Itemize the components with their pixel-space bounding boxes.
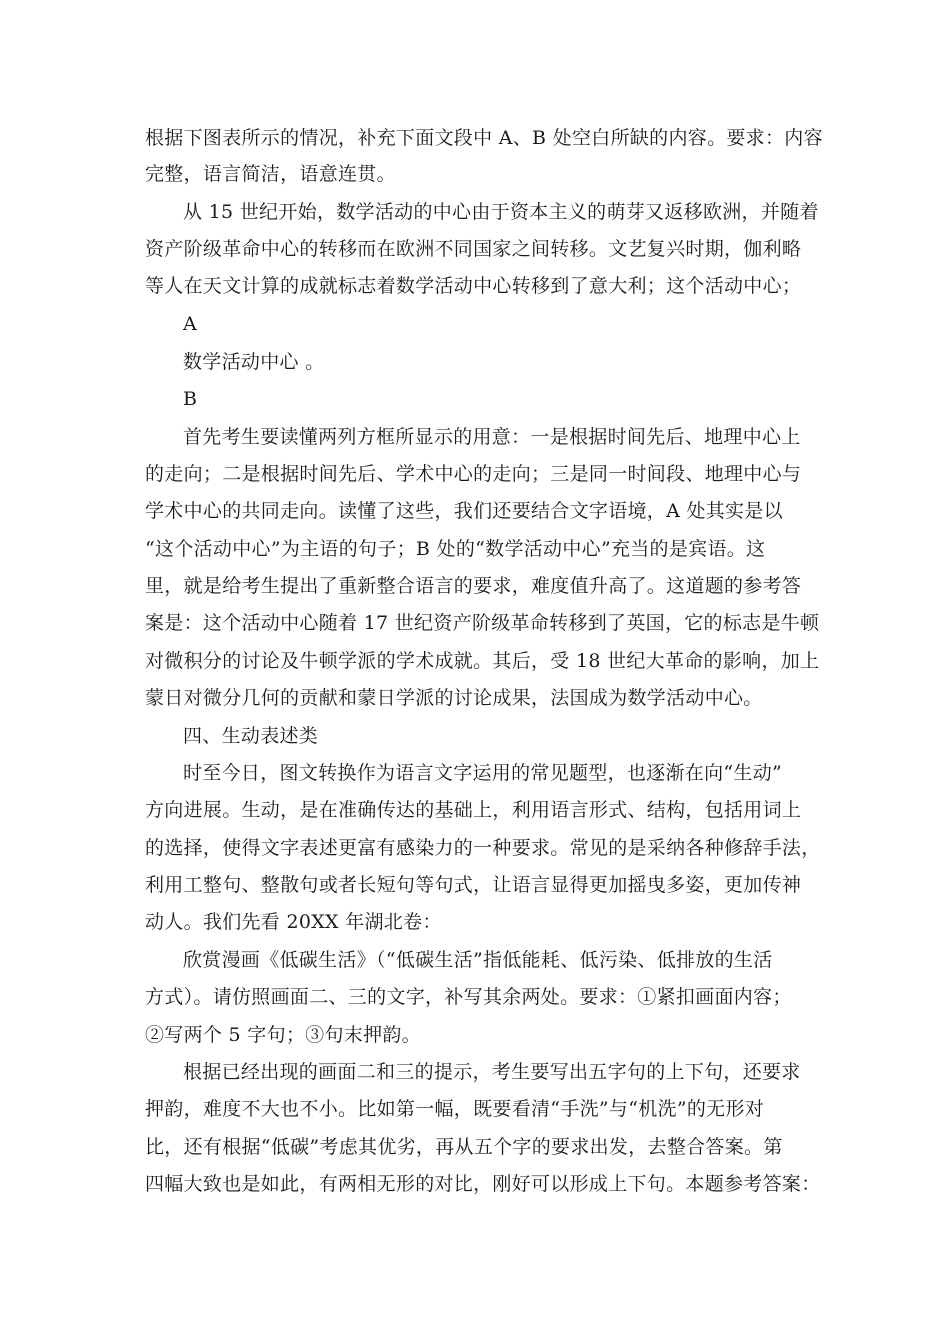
- text-line: “这个活动中心”为主语的句子；B 处的“数学活动中心”充当的是宾语。这: [145, 538, 766, 560]
- text-line: 时至今日，图文转换作为语言文字运用的常见题型，也逐渐在向“生动”: [183, 762, 783, 784]
- text-line: 案是：这个活动中心随着 17 世纪资产阶级革命转移到了英国，它的标志是牛顿: [145, 612, 820, 634]
- text-line: 里，就是给考生提出了重新整合语言的要求，难度值升高了。这道题的参考答: [145, 575, 802, 597]
- text-line: 数学活动中心 。: [183, 351, 325, 373]
- text-line: 比，还有根据“低碳”考虑其优劣，再从五个字的要求出发，去整合答案。第: [145, 1136, 783, 1158]
- text-line: 资产阶级革命中心的转移而在欧洲不同国家之间转移。文艺复兴时期，伽利略: [145, 238, 802, 260]
- text-line: 方式）。请仿照画面二、三的文字，补写其余两处。要求：①紧扣画面内容；: [145, 986, 792, 1008]
- section-heading: 四、生动表述类: [183, 725, 319, 747]
- text-line: 四幅大致也是如此，有两相无形的对比，刚好可以形成上下句。本题参考答案：: [145, 1173, 821, 1195]
- text-line: 等人在天文计算的成就标志着数学活动中心转移到了意大利；这个活动中心；: [145, 275, 802, 297]
- text-line: 首先考生要读懂两列方框所显示的用意：一是根据时间先后、地理中心上: [183, 426, 801, 448]
- text-line: 押韵，难度不大也不小。比如第一幅，既要看清“手洗”与“机洗”的无形对: [145, 1098, 765, 1120]
- text-line: 利用工整句、整散句或者长短句等句式，让语言显得更加摇曳多姿，更加传神: [145, 874, 802, 896]
- text-line: 的走向；二是根据时间先后、学术中心的走向；三是同一时间段、地理中心与: [145, 463, 802, 485]
- text-line: ②写两个 5 字句；③句末押韵。: [145, 1024, 421, 1046]
- text-line: 动人。我们先看 20XX 年湖北卷：: [145, 911, 442, 933]
- text-line: 对微积分的讨论及牛顿学派的学术成就。其后，受 18 世纪大革命的影响，加上: [145, 650, 820, 672]
- text-line: 学术中心的共同走向。读懂了这些，我们还要结合文字语境，A 处其实是以: [145, 500, 783, 522]
- text-line: 的选择，使得文字表述更富有感染力的一种要求。常见的是采纳各种修辞手法，: [145, 837, 821, 859]
- text-line: 从 15 世纪开始，数学活动的中心由于资本主义的萌芽又返移欧洲，并随着: [183, 201, 819, 223]
- text-line: 完整，语言简洁，语意连贯。: [145, 163, 396, 185]
- text-line: B: [183, 388, 198, 410]
- text-line: 方向进展。生动，是在准确传达的基础上，利用语言形式、结构，包括用词上: [145, 799, 802, 821]
- text-line: 欣赏漫画《低碳生活》（“低碳生活”指低能耗、低污染、低排放的生活: [183, 949, 773, 971]
- text-line: 根据下图表所示的情况，补充下面文段中 A、B 处空白所缺的内容。要求：内容: [145, 127, 823, 149]
- text-line: A: [183, 313, 198, 335]
- text-line: 根据已经出现的画面二和三的提示，考生要写出五字句的上下句，还要求: [183, 1061, 801, 1083]
- text-line: 蒙日对微分几何的贡献和蒙日学派的讨论成果，法国成为数学活动中心。: [145, 687, 763, 709]
